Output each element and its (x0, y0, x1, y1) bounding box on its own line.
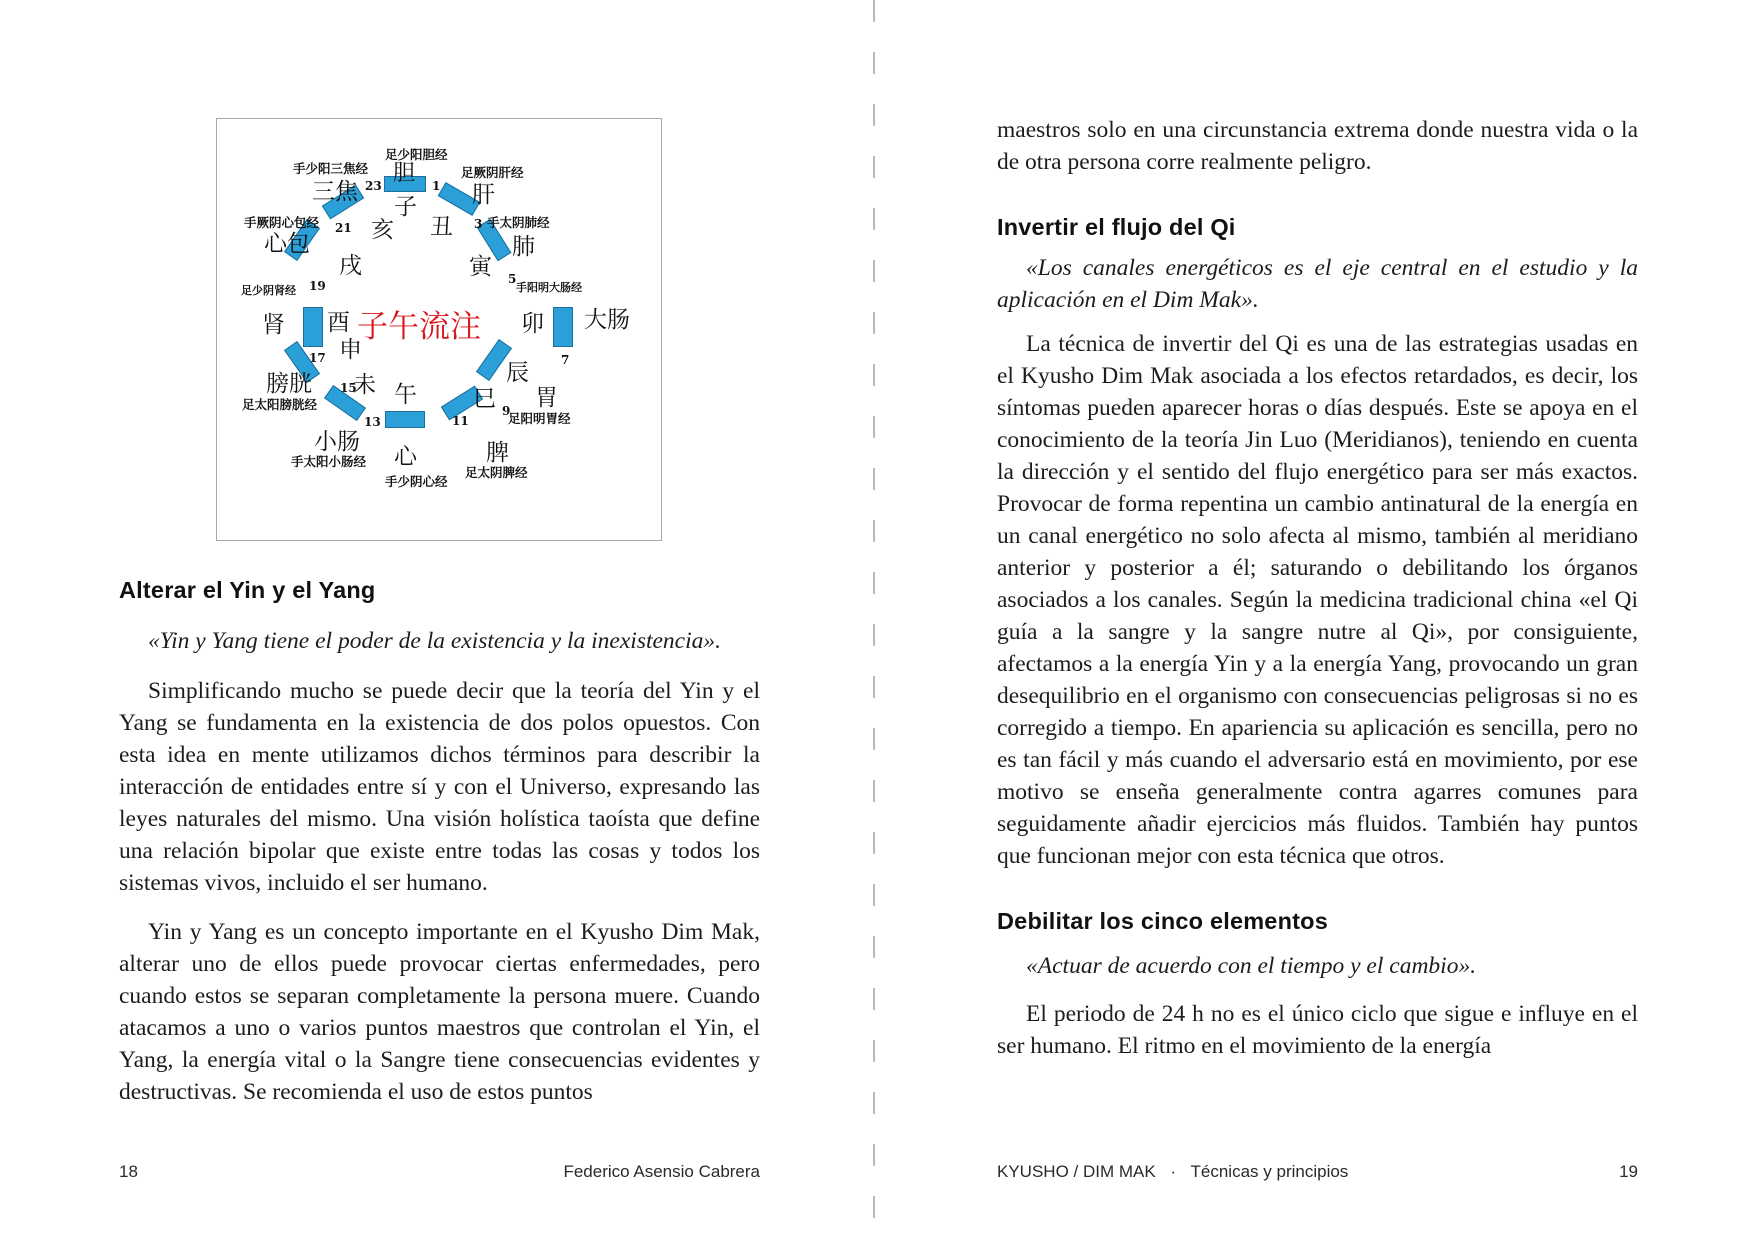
organ-label: 心 (394, 444, 417, 470)
body-paragraph: La técnica de invertir del Qi es una de las estrategias usadas en el Kyusho Dim Mak asociada a los efectos retardados, es decir, los síntomas pueden aparecer horas o días después. Este se apoya en el conocimiento de la teoría Jin Luo (Meridianos), teniendo en cuenta la dirección y el sentido del flujo energético para ser más exactos. Provocar de forma repentina un cambio antinatural de la energía en un canal energético no solo afecta al mismo, también al meridiano anterior y posterior a él; saturando o debilitando los órganos asociados a los canales. Según la medicina tradicional china «el Qi guía a la sangre y la sangre nutre al Qi», por consiguiente, afectamos a la energía Yin y a la energía Yang, provocando un gran desequilibrio en el organismo con consecuencias peligrosas si no es corregido a tiempo. En apariencia su aplicación es sencilla, pero no es tan fácil y más cuando el adversario está en movimiento, por ese motivo se enseña generalmente contra agarres comunes para seguidamente añadir ejercicios más fluidos. También hay puntos que funcionan mejor con esta técnica que otros. (997, 331, 1638, 869)
continued-paragraph: maestros solo en una circunstancia extrema donde nuestra vida o la de otra persona corre realmente peligro. (997, 117, 1638, 175)
running-header-book-title (997, 1162, 1348, 1182)
meridian-bar-you (303, 307, 323, 347)
meridian-label: 手少阳三焦经 (293, 161, 369, 176)
running-header-author: Federico Asensio Cabrera (563, 1162, 760, 1181)
meridian-label: 手太阳小肠经 (291, 454, 367, 469)
section-heading-alterar-yin-yang: Alterar el Yin y el Yang (119, 577, 376, 603)
hour-label: 19 (309, 279, 326, 293)
branch-label: 午 (394, 382, 417, 408)
meridian-label: 足少阳胆经 (385, 147, 448, 162)
organ-label: 膀胱 (266, 371, 312, 397)
branch-label: 酉 (327, 310, 350, 336)
organ-label: 肝 (472, 182, 495, 208)
hour-label: 11 (452, 414, 469, 428)
meridian-label: 足太阴脾经 (465, 465, 528, 480)
branch-label: 申 (339, 337, 362, 363)
epigraph-quote: «Actuar de acuerdo con el tiempo y el cambio». (1026, 953, 1477, 979)
diagram-title: 子午流注 (357, 309, 481, 345)
body-paragraph: El periodo de 24 h no es el único ciclo que sigue e influye en el ser humano. El ritmo en el movimiento de la energía (997, 1001, 1638, 1059)
left-page (0, 0, 873, 1240)
organ-label: 胆 (393, 161, 416, 186)
meridian-label: 手太阴肺经 (487, 215, 550, 230)
hour-label: 5 (508, 272, 517, 286)
hour-label: 9 (502, 404, 511, 418)
organ-label: 心包 (264, 231, 310, 257)
separator-dot: · (1170, 1162, 1177, 1181)
branch-label: 辰 (506, 360, 529, 386)
hour-label: 3 (474, 217, 483, 231)
organ-label: 大肠 (584, 307, 630, 333)
page-number: 18 (119, 1162, 138, 1181)
book-title: KYUSHO / DIM MAK (997, 1162, 1156, 1181)
hour-label: 13 (364, 415, 381, 429)
branch-label: 丑 (430, 214, 453, 240)
meridian-label: 手少阴心经 (385, 474, 448, 489)
organ-label: 肾 (262, 312, 285, 338)
meridian-bar-mao (553, 307, 573, 347)
hour-label: 23 (365, 179, 382, 193)
branch-label: 未 (353, 372, 376, 398)
organ-label: 脾 (486, 440, 509, 466)
epigraph-quote: «Yin y Yang tiene el poder de la existencia y la inexistencia». (148, 628, 722, 654)
hour-label: 21 (335, 221, 352, 235)
branch-label: 亥 (371, 217, 394, 243)
section-heading-debilitar-cinco-elementos: Debilitar los cinco elementos (997, 908, 1328, 934)
organ-label: 胃 (535, 385, 558, 411)
organ-label: 肺 (512, 234, 535, 260)
branch-label: 寅 (469, 254, 492, 280)
meridian-bar-wu (385, 411, 425, 428)
hour-label: 1 (432, 179, 441, 193)
branch-label: 子 (394, 194, 417, 220)
meridian-label: 足少阴肾经 (241, 284, 296, 297)
section-heading-invertir-flujo-qi: Invertir el flujo del Qi (997, 214, 1236, 240)
branch-label: 卯 (521, 311, 544, 337)
meridian-label: 手厥阴心包经 (244, 215, 320, 230)
body-paragraph: Simplificando mucho se puede decir que la teoría del Yin y el Yang se fundamenta en la existencia de dos polos opuestos. Con esta idea en mente utilizamos dichos términos para describir la interacción de entidades entre sí y con el Universo, expresando las leyes naturales del mismo. Una visión holística taoísta que define una relación bipolar que existe entre todas las cosas y todos los sistemas vivos, incluido el ser humano. (119, 678, 760, 896)
right-text-column (997, 114, 1638, 1062)
meridian-label: 足太阳膀胱经 (242, 397, 318, 412)
hour-label: 7 (561, 353, 570, 367)
meridian-label: 手阳明大肠经 (516, 281, 582, 294)
left-text-column (119, 575, 760, 1108)
right-page (875, 0, 1748, 1240)
organ-label: 小肠 (314, 429, 360, 455)
branch-label: 巳 (473, 386, 496, 412)
hour-label: 15 (340, 381, 357, 395)
epigraph-quote: «Los canales energéticos es el eje central en el estudio y la aplicación en el Dim Mak». (997, 255, 1638, 313)
branch-label: 戌 (339, 253, 362, 279)
chapter-title: Técnicas y principios (1190, 1162, 1349, 1181)
meridian-label: 足阳明胃经 (508, 411, 571, 426)
body-paragraph: Yin y Yang es un concepto importante en el Kyusho Dim Mak, alterar uno de ellos puede provocar ciertas enfermedades, pero cuando estos se separan completamente la persona muere. Cuando atacamos a uno o varios puntos maestros que controlan el Yin, el Yang, la energía vital o la Sangre tiene consecuencias evidentes y destructivas. Se recomienda el uso de estos puntos (119, 919, 760, 1105)
ziwu-liuzhu-diagram (216, 118, 662, 541)
organ-label: 三焦 (312, 179, 358, 205)
page-number: 19 (1619, 1162, 1638, 1181)
hour-label: 17 (309, 351, 326, 365)
meridian-label: 足厥阴肝经 (461, 165, 524, 180)
